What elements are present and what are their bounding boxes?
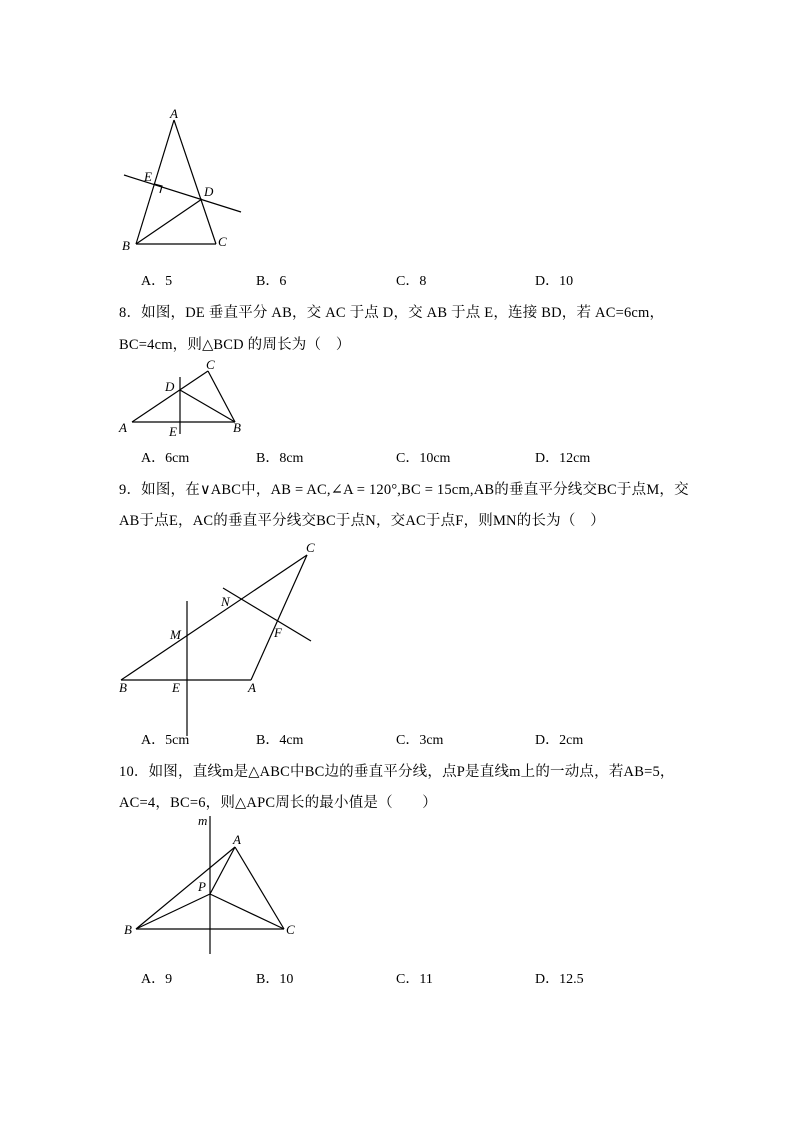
q9-label-F: F	[274, 625, 282, 640]
q8-figure	[115, 355, 250, 440]
q9-option-b[interactable]: B．4cm	[256, 733, 304, 748]
q8-label-B: B	[233, 420, 241, 435]
q8-label-E: E	[169, 424, 177, 439]
q10-label-A: A	[233, 832, 241, 847]
q9-label-N: N	[221, 594, 230, 609]
q10-option-d[interactable]: D．12.5	[535, 972, 584, 987]
q10-option-a[interactable]: A．9	[141, 972, 173, 987]
q7-label-C: C	[218, 234, 227, 249]
q8-stem-line2: BC=4cm，则△BCD 的周长为（ ）	[119, 337, 351, 353]
q7-option-d[interactable]: D．10	[535, 274, 574, 289]
q7-label-B: B	[122, 238, 130, 253]
q9-label-A: A	[248, 680, 256, 695]
q8-option-d[interactable]: D．12cm	[535, 451, 591, 466]
q8-triangle-diagram	[115, 355, 250, 440]
q7-option-c[interactable]: C．8	[396, 274, 427, 289]
q9-stem-line1: 9．如图，在∨ABC中，AB = AC,∠A = 120°,BC = 15cm,AB的垂直平分线交BC于点M，交	[119, 482, 689, 498]
q8-option-c[interactable]: C．10cm	[396, 451, 451, 466]
q7-figure	[110, 100, 260, 260]
q7-option-a[interactable]: A．5	[141, 274, 173, 289]
q9-option-c[interactable]: C．3cm	[396, 733, 444, 748]
q7-label-E: E	[144, 169, 152, 184]
q10-label-P: P	[198, 879, 206, 894]
q7-triangle-diagram	[110, 100, 260, 260]
q9-option-d[interactable]: D．2cm	[535, 733, 584, 748]
q10-triangle-diagram	[115, 810, 305, 960]
q8-option-b[interactable]: B．8cm	[256, 451, 304, 466]
q9-stem-line2: AB于点E，AC的垂直平分线交BC于点N，交AC于点F，则MN的长为（ ）	[119, 513, 605, 529]
q8-stem-line1: 8．如图，DE 垂直平分 AB，交 AC 于点 D，交 AB 于点 E，连接 BD，若 AC=6cm，	[119, 305, 665, 321]
q8-label-D: D	[165, 379, 175, 394]
q7-option-b[interactable]: B．6	[256, 274, 287, 289]
q7-label-D: D	[204, 184, 214, 199]
q9-label-E: E	[172, 680, 180, 695]
q10-stem-line1: 10．如图，直线m是△ABC中BC边的垂直平分线，点P是直线m上的一动点，若AB=5，	[119, 764, 675, 780]
q9-label-C: C	[306, 540, 315, 555]
q8-label-A: A	[119, 420, 127, 435]
q10-figure	[115, 810, 305, 960]
q9-label-B: B	[119, 680, 127, 695]
q10-label-B: B	[124, 922, 132, 937]
q9-figure	[110, 536, 330, 746]
q10-option-b[interactable]: B．10	[256, 972, 294, 987]
q9-label-M: M	[170, 627, 181, 642]
q10-label-C: C	[286, 922, 295, 937]
q10-label-m: m	[198, 813, 208, 828]
q8-label-C: C	[206, 357, 215, 372]
q9-option-a[interactable]: A．5cm	[141, 733, 190, 748]
q10-option-c[interactable]: C．11	[396, 972, 433, 987]
q9-triangle-diagram	[110, 536, 330, 746]
q8-option-a[interactable]: A．6cm	[141, 451, 190, 466]
q7-label-A: A	[170, 106, 178, 121]
q10-stem-line2: AC=4，BC=6，则△APC周长的最小值是（ ）	[119, 795, 437, 811]
